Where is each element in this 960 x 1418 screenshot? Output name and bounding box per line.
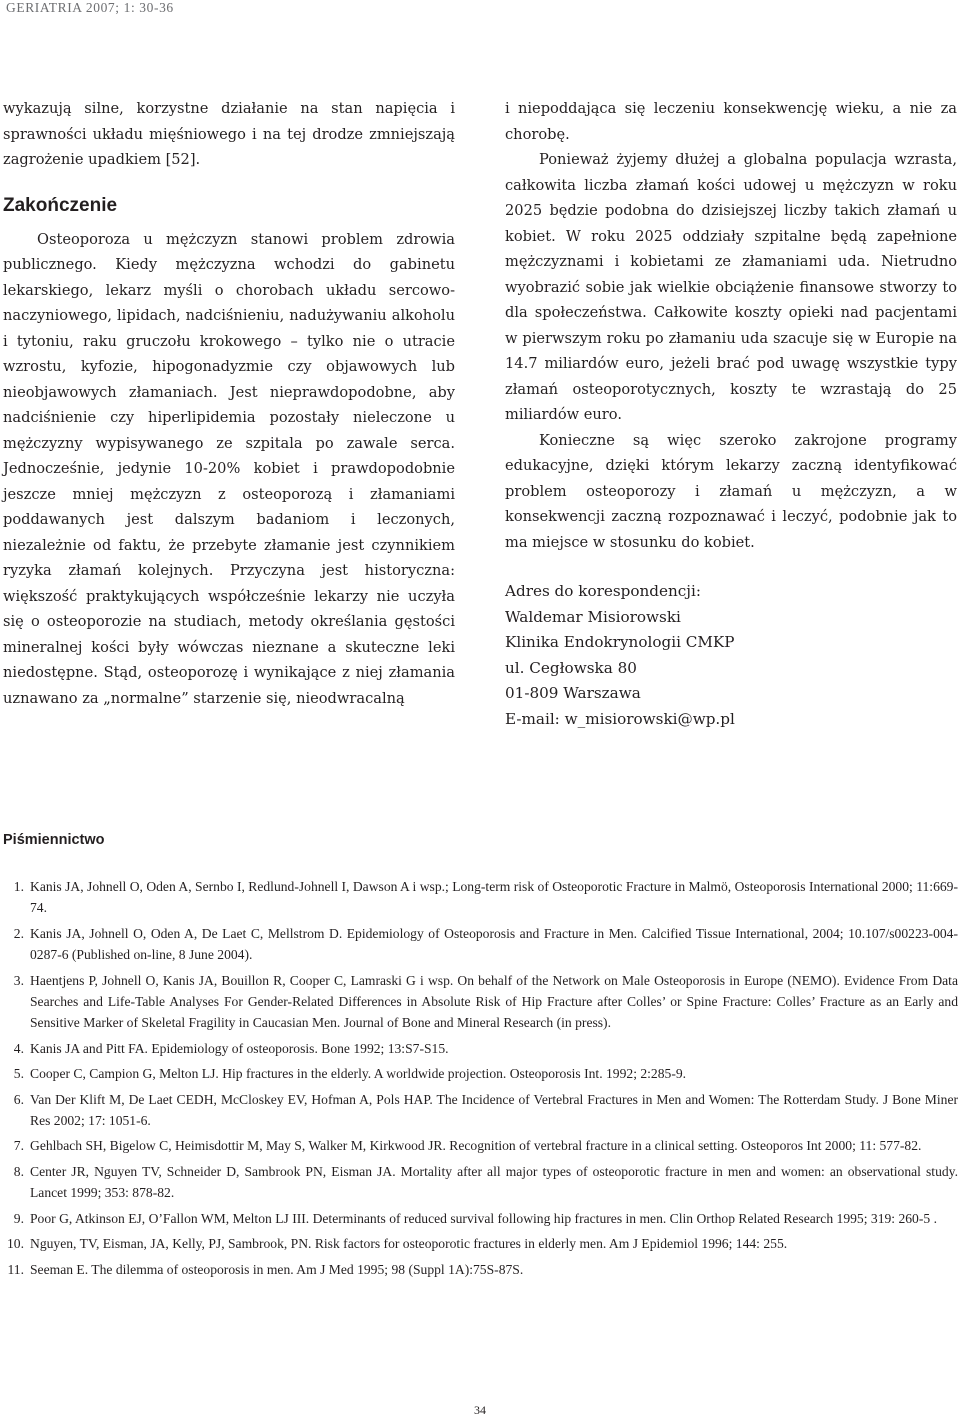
reference-item	[0, 1063, 958, 1084]
reference-item	[0, 1259, 958, 1280]
references-heading: Piśmiennictwo	[3, 832, 105, 848]
reference-number: 1.	[13, 879, 24, 894]
reference-number: 9.	[13, 1210, 24, 1226]
reference-item	[0, 1089, 958, 1132]
reference-text: Seeman E. The dilemma of osteoporosis in men. Am J Med 1995; 98 (Suppl 1A):75S-87S.	[30, 1261, 524, 1277]
reference-number: 8.	[13, 1163, 24, 1179]
reference-item	[0, 1135, 958, 1156]
reference-text: Gehlbach SH, Bigelow C, Heimisdottir M, May S, Walker M, Kirkwood JR. Recognition of vertebral fracture in a clinical setting. Osteoporos Int 2000; 11: 577-82.	[30, 1138, 922, 1154]
reference-text: Van Der Klift M, De Laet CEDH, McCloskey EV, Hofman A, Pols HAP. The Incidence of Vertebral Fractures in Men and Women: The Rotterdam Study. J Bone Miner Res 2002; 17: 1051-6.	[30, 1091, 958, 1129]
reference-number: 4.	[13, 1040, 24, 1056]
reference-number: 7.	[13, 1138, 24, 1154]
reference-number: 5.	[13, 1066, 24, 1082]
body-paragraph: wykazują silne, korzystne działanie na stan napięcia i sprawności układu mięśniowego i na tej drodze zmniejszają zagrożenie upadkiem [52].	[3, 100, 455, 168]
reference-text: Poor G, Atkinson EJ, O’Fallon WM, Melton LJ III. Determinants of reduced survival following hip fractures in men. Clin Orthop Related Research 1995; 319: 260-5 .	[30, 1210, 937, 1226]
reference-item	[0, 1161, 958, 1204]
reference-number: 2.	[13, 925, 24, 941]
body-paragraph: Ponieważ żyjemy dłużej a globalna populacja wzrasta, całkowita liczba złamań kości udowej u mężczyzn w roku 2025 będzie podobna do dzisiejszej liczby takich złamań u kobiet. W roku 2025 oddziały szpitalne będą zapełnione mężczyznami i kobietami ze złamaniami uda. Nietrudno wyobrazić sobie jak wielkie obciążenie finansowe stworzy to dla społeczeństwa. Całkowite koszty opieki nad pacjentami w pierwszym roku po złamaniu uda szacuje się w Europie na 14.7 miliardów euro, jeżeli brać pod uwagę wszystkie typy złamań osteoporotycznych, koszty te wzrastają do 25 miliardów euro.	[505, 151, 957, 423]
reference-text: Kanis JA and Pitt FA. Epidemiology of osteoporosis. Bone 1992; 13:S7-S15.	[30, 1040, 449, 1056]
address-street: ul. Cegłowska 80	[505, 658, 637, 677]
reference-text: Center JR, Nguyen TV, Schneider D, Sambrook PN, Eisman JA. Mortality after all major types of osteoporotic fracture in men and women: an observational study. Lancet 1999; 353: 878-82.	[30, 1163, 958, 1201]
reference-text: Nguyen, TV, Eisman, JA, Kelly, PJ, Sambrook, PN. Risk factors for osteoporotic fractures in elderly men. Am J Epidemiol 1996; 144: 255.	[30, 1236, 788, 1252]
right-column	[505, 96, 957, 732]
reference-number: 11.	[7, 1261, 24, 1277]
correspondence-address	[505, 579, 957, 732]
reference-item	[0, 970, 958, 1034]
page-number: 34	[474, 1403, 486, 1417]
running-head: GERIATRIA 2007; 1: 30-36	[6, 0, 174, 15]
reference-text: Kanis JA, Johnell O, Oden A, Sernbo I, Redlund-Johnell I, Dawson A i wsp.; Long-term risk of Osteoporotic Fracture in Malmö, Osteoporosis International 2000; 11:669-74.	[30, 879, 958, 916]
body-paragraph: Konieczne są więc szeroko zakrojone programy edukacyjne, dzięki którym lekarzy zaczną identyfikować problem osteoporozy i złamań u mężczyzn, a w konsekwencji zaczną rozpoznawać i leczyć, podobnie jak to ma miejsce w stosunku do kobiet.	[505, 431, 957, 551]
address-city: 01-809 Warszawa	[505, 684, 641, 702]
reference-item	[0, 1208, 958, 1229]
left-column	[3, 96, 455, 711]
body-paragraph: Osteoporoza u mężczyzn stanowi problem zdrowia publicznego. Kiedy mężczyzna wchodzi do gabinetu lekarskiego, lekarz myśli o chorobach układu sercowonaczyniowego, lipidach, nadciśnieniu, nadużywaniu alkoholu i tytoniu, raku gruczołu krokowego – tylko nie o utracie wzrostu, kyfozie, hipogonadyzmie czy objawowych lub nieobjawowych złamaniach. Jest nieprawdopodobne, aby nadciśnienie czy hiperlipidemia pozostały nieleczone u mężczyzny wypisywanego ze szpitala po zawale serca. Jednocześnie, jedynie 10-20% kobiet i prawdopodobnie jeszcze mniej mężczyzn z osteoporozą i złamaniami poddawanych jest dalszym badaniom i leczonych, niezależnie od faktu, że przebyte złamanie jest czynnikiem ryzyka złamań kolejnych. Przyczyna jest historyczna: większość praktykujących współcześnie lekarzy nie uczyła się o osteoporozie na studiach, metody określania gęstości mineralnej kości były wówczas nieznane a skuteczne leki niedostępne. Stąd, osteoporozę i wynikające z niej złamania uznawano za „normalne” starzenie się, nieodwracalną	[3, 230, 455, 707]
reference-text: Haentjens P, Johnell O, Kanis JA, Bouillon R, Cooper C, Lamraski G i wsp. On behalf of the Network on Male Osteoporosis in Europe (NEMO). Evidence From Data Searches and Life-Table Analyses For Gender-Related Differences in Absolute Risk of Hip Fracture after Colles’ or Spine Fracture: Colles’ Fracture as an Early and Sensitive Marker of Skeletal Fragility in Caucasian Men. Journal of Bone and Mineral Research (in press).	[30, 972, 958, 1031]
reference-item	[0, 923, 958, 966]
reference-item	[0, 876, 958, 919]
reference-text: Kanis JA, Johnell O, Oden A, De Laet C, Mellstrom D. Epidemiology of Osteoporosis and Fracture in Men. Calcified Tissue International, 2004; 10.107/s00223-004-0287-6 (Published on-line, 8 June 2004).	[30, 925, 958, 963]
reference-number: 6.	[13, 1091, 24, 1107]
address-email: E-mail: w_misiorowski@wp.pl	[505, 709, 735, 728]
address-label: Adres do korespondencji:	[505, 582, 701, 600]
reference-text: Cooper C, Campion G, Melton LJ. Hip fractures in the elderly. A worldwide projection. Osteoporosis Int. 1992; 2:285-9.	[30, 1066, 687, 1082]
body-paragraph: i niepoddająca się leczeniu konsekwencję wieku, a nie za chorobę.	[505, 100, 957, 143]
reference-item	[0, 1038, 958, 1059]
address-name: Waldemar Misiorowski	[505, 607, 681, 626]
reference-number: 10.	[7, 1236, 24, 1252]
references-list	[0, 876, 958, 1284]
section-heading: Zakończenie	[3, 194, 118, 216]
reference-number: 3.	[13, 972, 24, 988]
address-institution: Klinika Endokrynologii CMKP	[505, 633, 735, 651]
reference-item	[0, 1233, 958, 1254]
